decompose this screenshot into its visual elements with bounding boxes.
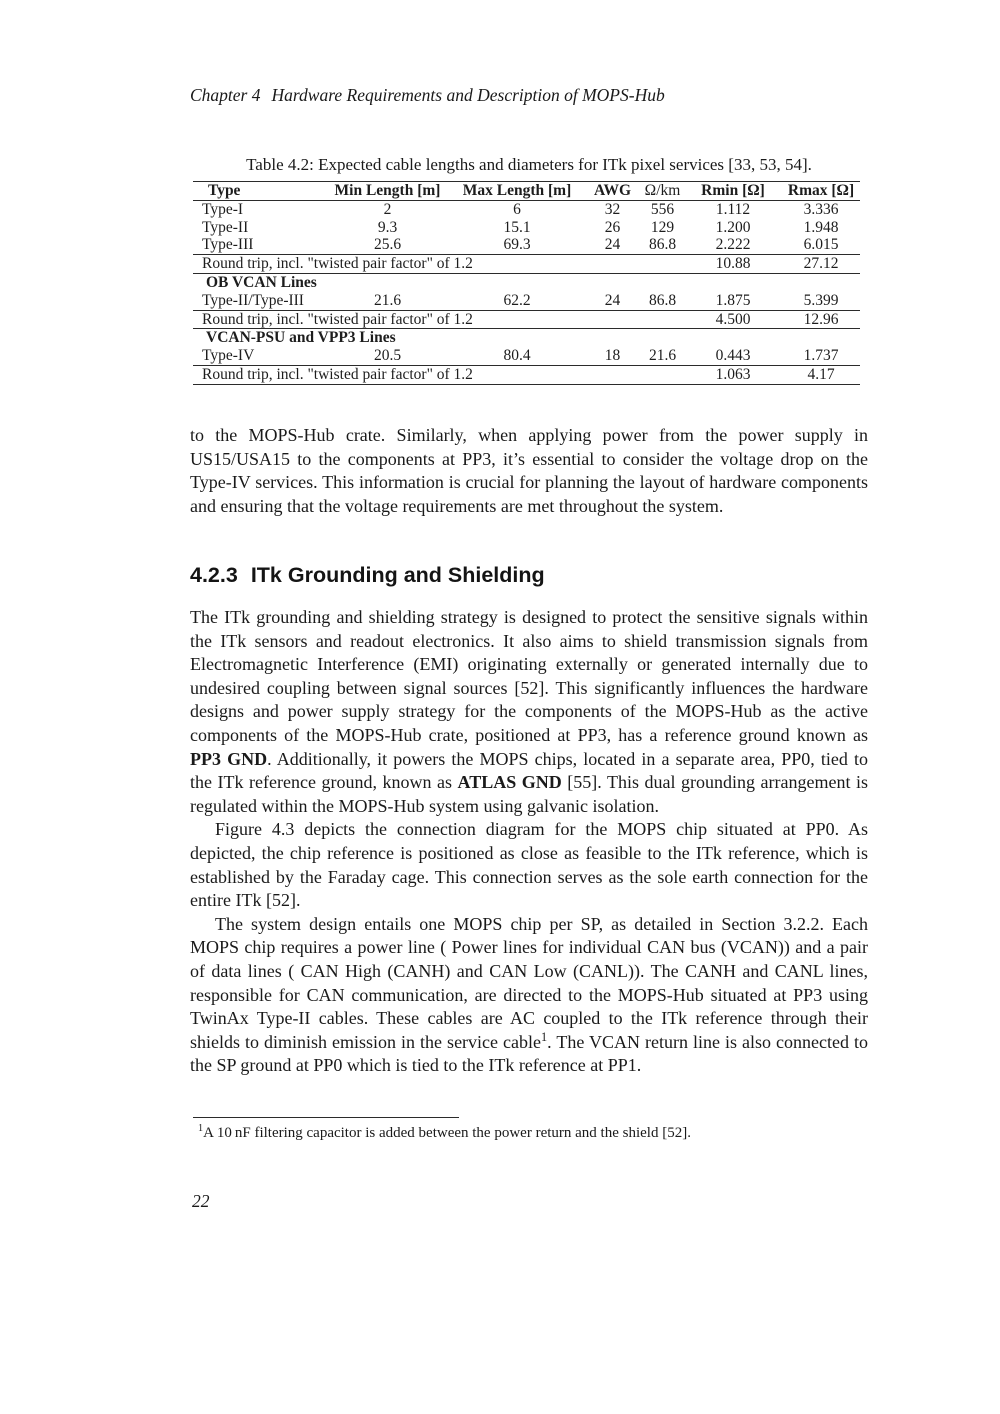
col-header-max-length: Max Length [m] [462, 182, 572, 199]
cell: 1.063 [715, 365, 751, 383]
cell: 2.222 [715, 236, 751, 254]
cell: Type-IV [202, 347, 255, 365]
footnote-rule [193, 1117, 459, 1118]
section-number: 4.2.3 [190, 563, 238, 587]
cell: 69.3 [503, 236, 531, 254]
round-trip-label: Round trip, incl. "twisted pair factor" of 1.2 [202, 310, 473, 328]
paragraph: Figure 4.3 depicts the connection diagram for the MOPS chip situated at PP0. As depicted, the chip reference is positioned as close as feasible to the ITk reference, which is established by the Faraday cage. This connection serves as the sole earth connection for the entire ITk [52]. [190, 819, 868, 911]
cell: 2 [383, 200, 392, 218]
cell: Type-II [202, 218, 249, 236]
cell: 25.6 [373, 236, 402, 254]
cell: 21.6 [648, 347, 677, 365]
cell: 24 [604, 236, 621, 254]
footnote [190, 1124, 868, 1143]
cell: 556 [650, 200, 675, 218]
table-section-row [193, 273, 860, 291]
table-section-label: OB VCAN Lines [206, 273, 317, 291]
cable-lengths-table [193, 181, 860, 385]
cell: 32 [604, 200, 621, 218]
bold-term-pp3-gnd: PP3 GND [190, 748, 268, 769]
cell: 9.3 [377, 218, 398, 236]
col-header-awg: AWG [593, 182, 632, 199]
paragraph [190, 913, 868, 1078]
cell: 26 [604, 218, 621, 236]
table-row [193, 347, 860, 365]
cell: 62.2 [503, 291, 531, 309]
cell: 1.200 [715, 218, 751, 236]
cell: 10.88 [715, 255, 751, 273]
cell: 86.8 [648, 236, 677, 254]
cell: 6.015 [803, 236, 839, 254]
cell: 80.4 [503, 347, 531, 365]
text-segment: The ITk grounding and shielding strategy is designed to protect the sensitive signals within the ITk sensors and readout electronics. It also aims to shield transmission signals from Electromagnetic Interference (EMI) originating externally or generated internally due to undesired coupling between signal sources [52]. This significantly influences the hardware designs and power supply strategy for the components of the MOPS-Hub as the active components of the MOPS-Hub crate, positioned at PP3, has a reference ground known as [190, 607, 868, 745]
table-header-row [193, 182, 860, 201]
bold-term-atlas-gnd: ATLAS GND [457, 772, 562, 793]
round-trip-row [193, 310, 860, 329]
col-header-ohm-per-km: Ω/km [644, 182, 681, 199]
col-header-min-length: Min Length [m] [334, 182, 441, 199]
cell: 4.17 [807, 365, 835, 383]
footnote-text: A 10 nF filtering capacitor is added between the power return and the shield [52]. [203, 1125, 691, 1141]
cell: 1.948 [803, 218, 839, 236]
cell: 6 [513, 200, 521, 218]
cell: 1.112 [715, 200, 751, 218]
col-header-rmin: Rmin [Ω] [701, 182, 765, 199]
round-trip-row [193, 255, 860, 274]
cell: 18 [604, 347, 621, 365]
footnote-ref: 1 [541, 1029, 548, 1044]
chapter-title: Hardware Requirements and Description of MOPS-Hub [271, 85, 665, 105]
round-trip-label: Round trip, incl. "twisted pair factor" of 1.2 [202, 365, 473, 383]
table-caption: Table 4.2: Expected cable lengths and diameters for ITk pixel services [33, 53, 54]. [246, 155, 812, 174]
table-section-row [193, 329, 860, 347]
cell: 12.96 [803, 310, 839, 328]
body-text [190, 606, 868, 1078]
footnote-mark: 1 [198, 1123, 204, 1134]
table-row [193, 219, 860, 237]
text-segment: The system design entails one MOPS chip per SP, as detailed in Section 3.2.2. Each MOPS chip requires a power line ( Power lines for individual CAN bus (VCAN)) and a pair of data lines ( CAN High (CANH) and CAN Low (CANL)). The CANH and CANL lines, responsible for CAN communication, are directed to the MOPS-Hub situated at PP3 using TwinAx Type-II cables. These cables are AC coupled to the ITk reference through their shields to diminish emission in the service cable [190, 913, 868, 1052]
cell: 5.399 [803, 291, 839, 309]
cell: 0.443 [715, 347, 751, 365]
table-row [193, 236, 860, 254]
table-row [193, 200, 860, 218]
paragraph [190, 606, 868, 818]
cell: 4.500 [715, 310, 751, 328]
col-header-type: Type [208, 182, 241, 199]
cell: Type-III [202, 236, 254, 254]
paragraph: to the MOPS-Hub crate. Similarly, when applying power from the power supply in US15/USA15 to the components at PP3, it’s essential to consider the voltage drop on the Type-IV services. This information is crucial for planning the layout of hardware components and ensuring that the voltage requirements are met throughout the system. [190, 425, 868, 516]
cell: 27.12 [803, 255, 839, 273]
cell: 1.737 [803, 347, 839, 365]
text-segment: [55]. This dual grounding arrangement is regulated within the MOPS-Hub system using galvanic isolation. [190, 772, 869, 816]
table-section-label: VCAN-PSU and VPP3 Lines [206, 329, 396, 347]
round-trip-label: Round trip, incl. "twisted pair factor" of 1.2 [202, 255, 473, 273]
col-header-rmax: Rmax [Ω] [787, 182, 855, 199]
cell: 21.6 [373, 291, 402, 309]
section-title: ITk Grounding and Shielding [250, 563, 545, 587]
cell: 24 [604, 291, 621, 309]
cell: 86.8 [648, 291, 677, 309]
cell: 20.5 [373, 347, 402, 365]
text-segment: . The VCAN return line is also connected to the SP ground at PP0 which is tied to the ITk reference at PP1. [190, 1031, 868, 1076]
text-segment: . Additionally, it powers the MOPS chips, located in a separate area, PP0, tied to the ITk reference ground, known as [190, 748, 868, 793]
cell: 1.875 [715, 291, 751, 309]
page-number: 22 [192, 1191, 210, 1211]
round-trip-row [193, 365, 860, 384]
cell: 15.1 [503, 218, 531, 236]
section-heading [190, 563, 545, 588]
cell: Type-II/Type-III [202, 291, 304, 309]
cell: Type-I [202, 200, 244, 218]
cell: 3.336 [803, 200, 839, 218]
cell: 129 [650, 218, 675, 236]
chapter-label: Chapter 4 [190, 85, 261, 105]
running-header [190, 85, 665, 106]
table-row [193, 292, 860, 310]
